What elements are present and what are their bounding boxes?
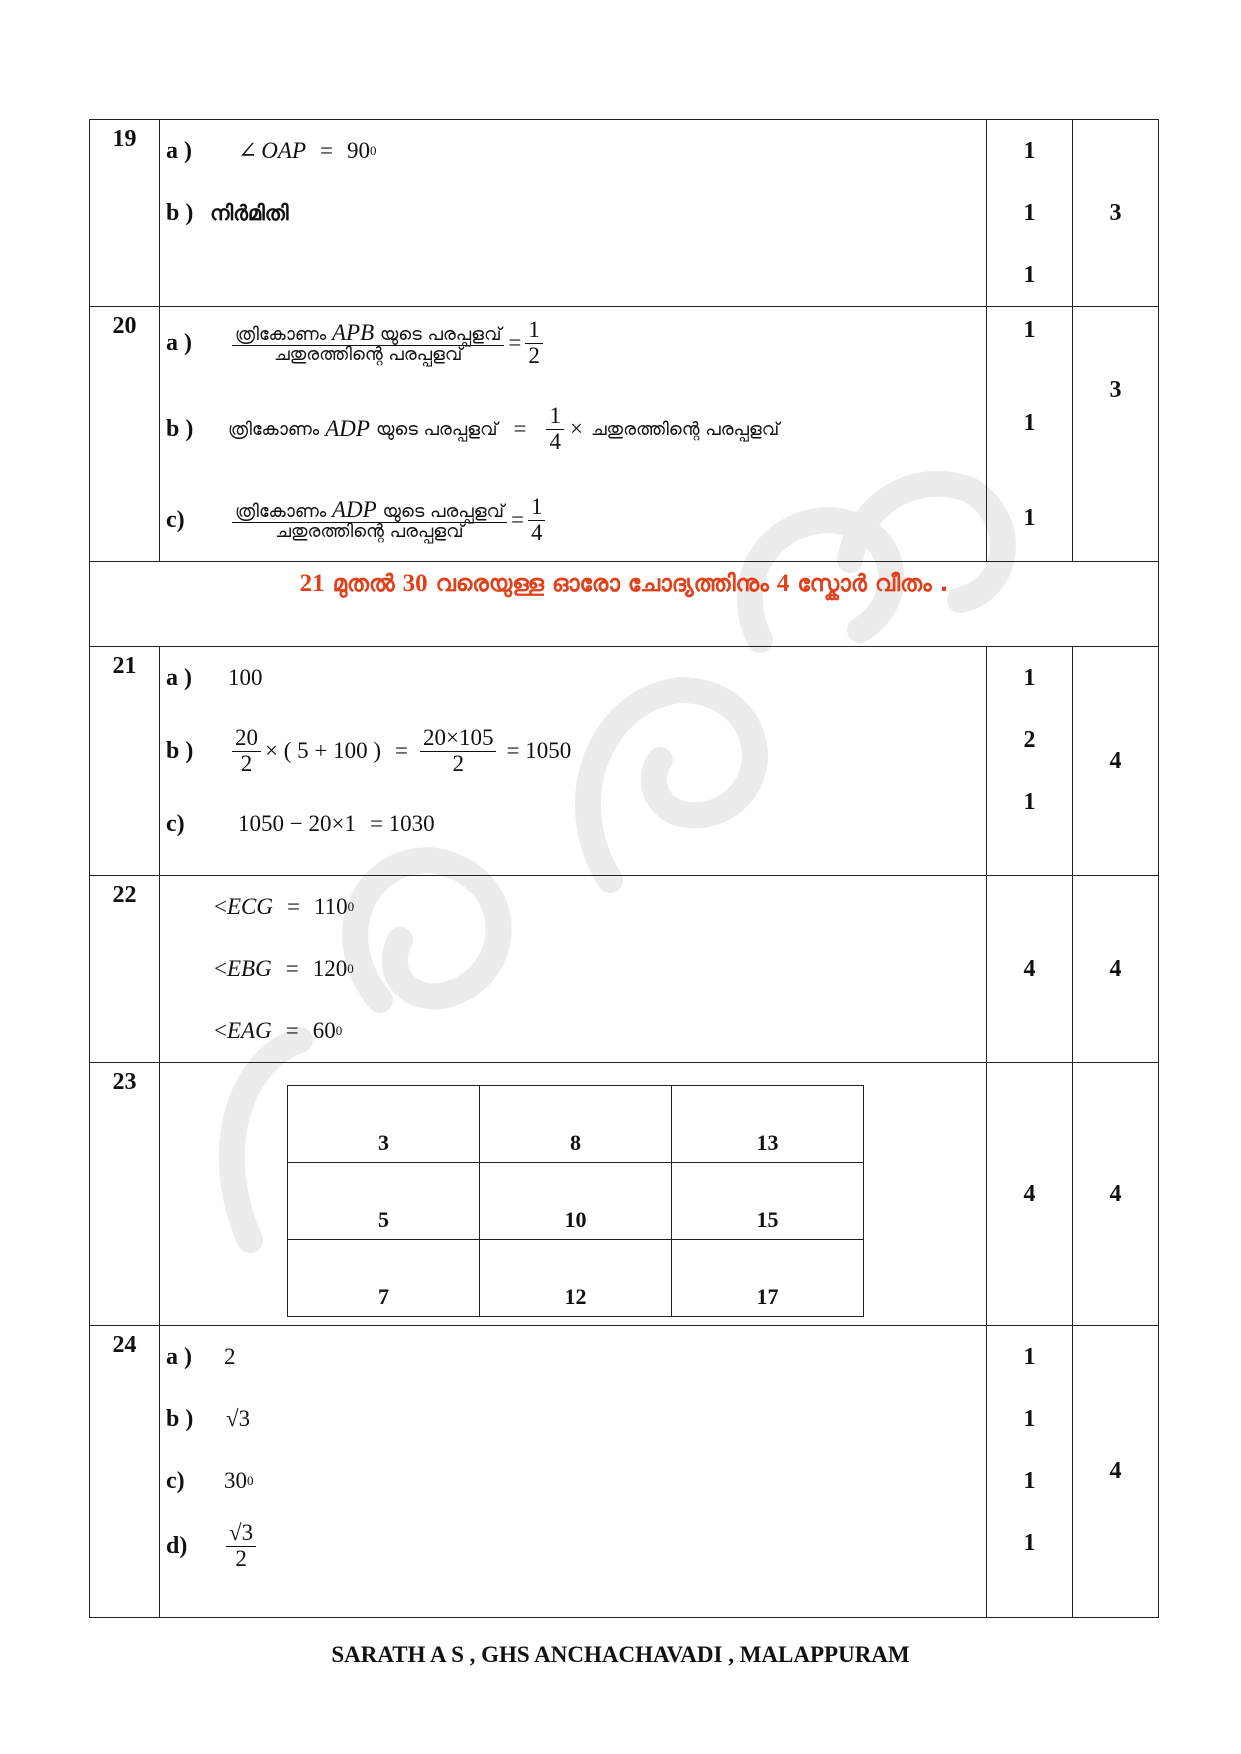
section-banner-row bbox=[90, 562, 1159, 647]
answer-line-b: b ) $\frac{20}{2}$ × ( 5 + 100 ) = $\frac{20\times 105}{2}$ = 1050 bbox=[166, 725, 572, 776]
answer-line-a: a ) 100 bbox=[166, 664, 263, 691]
grid-cell: 10 bbox=[480, 1163, 672, 1240]
angle-line-ebg: < EBG = 120 0 bbox=[214, 956, 354, 981]
grid-cell: 15 bbox=[672, 1163, 864, 1240]
grid-cell: 13 bbox=[672, 1086, 864, 1163]
marks-cell: 4 bbox=[987, 1063, 1073, 1326]
marks-cell: 4 bbox=[987, 876, 1073, 1063]
grid-cell: 8 bbox=[480, 1086, 672, 1163]
answer-line-b: b ) √3 bbox=[166, 1405, 251, 1432]
marks-cell: 1 2 1 bbox=[987, 647, 1073, 876]
grid-row bbox=[288, 1240, 864, 1317]
question-row-20 bbox=[90, 307, 1159, 562]
answer-line-b: b ) ത്രികോണം ADP യുടെ പരപ്പളവ് = $\frac{1}{4}$ × ചതുരത്തിന്റെ പരപ്പളവ് bbox=[166, 403, 780, 454]
number-grid bbox=[287, 1085, 864, 1317]
grid-row bbox=[288, 1163, 864, 1240]
footer-author: SARATH A S , GHS ANCHACHAVADI , MALAPPURAM bbox=[331, 1642, 910, 1667]
total-score: 4 bbox=[1073, 647, 1159, 876]
grid-cell: 5 bbox=[288, 1163, 480, 1240]
angle-line-ecg: < ECG = 110 0 bbox=[214, 894, 355, 919]
total-score: 4 bbox=[1073, 876, 1159, 1063]
grid-cell: 12 bbox=[480, 1240, 672, 1317]
answer-line-a: a ) ∠ OAP = 90 0 bbox=[166, 137, 377, 164]
answer-cell bbox=[160, 307, 987, 562]
total-score: 3 bbox=[1073, 307, 1159, 562]
question-row-22 bbox=[90, 876, 1159, 1063]
marks-cell: 1 1 1 bbox=[987, 120, 1073, 307]
question-row-23 bbox=[90, 1063, 1159, 1326]
answer-cell bbox=[160, 876, 987, 1063]
question-row-19 bbox=[90, 120, 1159, 307]
total-score: 3 bbox=[1073, 120, 1159, 307]
question-number: 19 bbox=[90, 120, 160, 307]
answer-cell bbox=[160, 647, 987, 876]
answer-cell bbox=[160, 120, 987, 307]
question-number: 23 bbox=[90, 1063, 160, 1326]
answer-line-b: b ) നിർമിതി bbox=[166, 199, 289, 226]
answer-line-d: d) $\frac{√3}{2}$ bbox=[160, 1512, 986, 1580]
grid-cell: 3 bbox=[288, 1086, 480, 1163]
answer-line-a: a ) $\frac{\text{ത്രികോണം APB യുടെ പരപ്പളവ്}}{\text{ചതുരത്തിന്റെ പരപ്പളവ്}}$ = $\frac{1}{2}$ bbox=[160, 307, 986, 379]
answer-key-table bbox=[89, 119, 1159, 1618]
grid-row bbox=[288, 1086, 864, 1163]
question-row-21 bbox=[90, 647, 1159, 876]
answer-line-c: c) $\frac{\text{ത്രികോണം ADP യുടെ പരപ്പളവ്}}{\text{ചതുരത്തിന്റെ പരപ്പളവ്}}$ = $\frac{1}{4}$ bbox=[160, 479, 986, 561]
angle-line-eag: < EAG = 60 0 bbox=[214, 1018, 343, 1043]
answer-cell bbox=[160, 1063, 987, 1326]
answer-line-a: a ) 2 bbox=[166, 1343, 236, 1370]
answer-line-c: c) 30 0 bbox=[166, 1467, 254, 1494]
answer-key-sheet bbox=[89, 119, 1158, 1618]
question-row-24 bbox=[90, 1326, 1159, 1618]
grid-cell: 17 bbox=[672, 1240, 864, 1317]
total-score: 4 bbox=[1073, 1326, 1159, 1618]
marks-cell: 1 1 1 bbox=[987, 307, 1073, 562]
question-number: 21 bbox=[90, 647, 160, 876]
marks-cell: 1 1 1 1 bbox=[987, 1326, 1073, 1618]
answer-cell bbox=[160, 1326, 987, 1618]
answer-line-c: c) 1050 − 20×1 = 1030 bbox=[166, 810, 435, 837]
question-number: 24 bbox=[90, 1326, 160, 1618]
question-number: 22 bbox=[90, 876, 160, 1063]
grid-cell: 7 bbox=[288, 1240, 480, 1317]
section-banner: 21 മുതൽ 30 വരെയുള്ള ഓരോ ചോദ്യത്തിനും 4 സ്കോർ വീതം . bbox=[90, 562, 1159, 647]
total-score: 4 bbox=[1073, 1063, 1159, 1326]
question-number: 20 bbox=[90, 307, 160, 562]
